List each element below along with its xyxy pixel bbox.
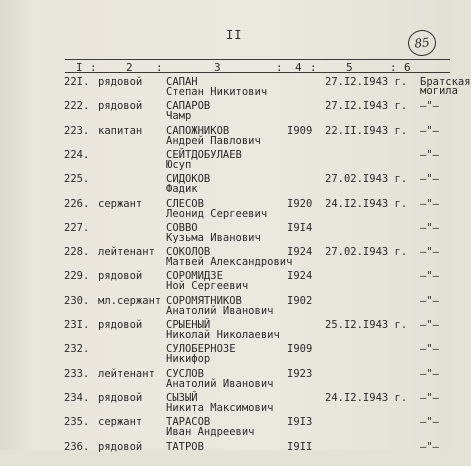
- row-given-names: Юсуп: [166, 158, 192, 171]
- row-birth-year: I920: [287, 197, 313, 210]
- header-sep: :: [390, 61, 397, 74]
- row-burial: –"–: [420, 319, 439, 331]
- row-death-date: 27.I2.I943 г.: [325, 76, 408, 88]
- row-burial: –"–: [420, 100, 439, 113]
- header-sep: :: [310, 61, 317, 74]
- row-burial: –"–: [420, 416, 439, 429]
- row-given-names: Николай Николаевич: [166, 329, 280, 341]
- table-row: [0, 126, 450, 150]
- row-given-names: Анатолий Иванович: [166, 304, 274, 317]
- row-surname: СУСЛОВ: [166, 367, 204, 380]
- row-number: 225.: [64, 173, 90, 186]
- header-col-6: 6: [404, 61, 411, 74]
- header-col-1: I: [76, 61, 83, 74]
- row-surname: СИДОКОВ: [166, 173, 211, 186]
- table-row: [0, 174, 450, 198]
- row-birth-year: I909: [287, 343, 313, 356]
- row-birth-year: I909: [287, 124, 313, 137]
- row-burial: –"–: [420, 197, 439, 210]
- table-row: [0, 320, 450, 344]
- row-surname: СОРОМИДЗЕ: [166, 270, 223, 283]
- row-rank: лейтенант: [98, 367, 155, 380]
- row-surname: СЫЗЫЙ: [166, 391, 198, 404]
- row-number: 232.: [64, 343, 90, 356]
- row-number: 233.: [64, 367, 90, 380]
- row-number: 227.: [64, 221, 90, 234]
- row-number: 228.: [64, 246, 90, 259]
- row-death-date: 24.I2.I943 г.: [325, 197, 408, 210]
- table-row: [0, 271, 450, 295]
- row-surname: СОВВО: [166, 221, 198, 234]
- row-rank: сержант: [98, 416, 143, 429]
- row-death-date: 24.I2.I943 г.: [325, 391, 408, 404]
- row-burial: –"–: [420, 173, 439, 186]
- row-given-names: Иван Андреевич: [166, 426, 255, 439]
- row-number: 223.: [64, 124, 90, 137]
- row-death-date: 27.02.I943 г.: [325, 173, 408, 186]
- row-number: 224.: [64, 148, 90, 161]
- header-col-2: 2: [126, 61, 133, 74]
- row-given-names: Ной Сергеевич: [166, 280, 249, 293]
- table-row: [0, 247, 450, 271]
- table-row: [0, 296, 450, 320]
- table-row: [0, 369, 450, 393]
- row-number: 230.: [64, 294, 90, 307]
- row-burial: –"–: [420, 367, 439, 380]
- row-surname: ТАТРОВ: [166, 440, 204, 453]
- row-surname: СУЛОБЕРНОЗЕ: [166, 343, 236, 356]
- row-surname: СРЫЕНЫЙ: [166, 319, 211, 331]
- row-burial: –"–: [420, 391, 439, 404]
- table-row: [0, 150, 450, 174]
- row-birth-year: I9I3: [287, 416, 313, 429]
- row-rank: рядовой: [98, 319, 143, 331]
- row-rank: рядовой: [98, 76, 143, 88]
- row-rank: рядовой: [98, 391, 143, 404]
- row-number: 235.: [64, 416, 90, 429]
- row-rank: рядовой: [98, 100, 143, 113]
- row-given-names: Степан Никитович: [166, 86, 268, 98]
- row-burial: –"–: [420, 270, 439, 283]
- row-given-names: Леонид Сергеевич: [166, 207, 268, 220]
- row-surname: СОРОМЯТНИКОВ: [166, 294, 242, 307]
- row-burial: –"–: [420, 294, 439, 307]
- row-given-names: Кузьма Иванович: [166, 231, 261, 244]
- row-number: 234.: [64, 391, 90, 404]
- row-number: 229.: [64, 270, 90, 283]
- row-rank: рядовой: [98, 440, 143, 453]
- row-rank: сержант: [98, 197, 143, 210]
- header-sep: :: [90, 61, 97, 74]
- row-surname: САПАН: [166, 76, 198, 88]
- row-rank: капитан: [98, 124, 143, 137]
- row-given-names: Никифор: [166, 353, 211, 366]
- row-birth-year: I924: [287, 270, 313, 283]
- row-burial: –"–: [420, 343, 439, 356]
- row-birth-year: I9I4: [287, 221, 313, 234]
- row-number: 23I.: [64, 319, 90, 331]
- row-rank: мл.сержант: [98, 294, 162, 307]
- table-row: [0, 442, 450, 466]
- row-surname: СЕЙТДОБУЛАЕВ: [166, 148, 242, 161]
- row-birth-year: I9II: [287, 440, 313, 453]
- row-surname: СОКОЛОВ: [166, 246, 211, 259]
- table-row: [0, 223, 450, 247]
- row-burial: –"–: [420, 148, 439, 161]
- row-burial-line2: могила: [420, 85, 458, 97]
- page-number-stamp: 85: [407, 29, 438, 58]
- table-row: [0, 393, 450, 417]
- row-number: 222.: [64, 100, 90, 113]
- row-surname: САПОЖНИКОВ: [166, 124, 230, 137]
- row-birth-year: I902: [287, 294, 313, 307]
- row-rank: рядовой: [98, 270, 143, 283]
- row-given-names: Фадик: [166, 183, 198, 196]
- row-burial: –"–: [420, 124, 439, 137]
- row-burial: –"–: [420, 246, 439, 259]
- row-burial: –"–: [420, 440, 439, 453]
- header-col-5: 5: [346, 61, 353, 74]
- table-row: [0, 344, 450, 368]
- table-row: [0, 101, 450, 125]
- row-burial: –"–: [420, 221, 439, 234]
- header-sep: :: [276, 61, 283, 74]
- header-col-3: 3: [214, 61, 221, 74]
- row-birth-year: I924: [287, 246, 313, 259]
- row-number: 22I.: [64, 76, 90, 88]
- row-burial: Братская: [420, 76, 471, 88]
- header-col-4: 4: [295, 61, 302, 74]
- table-row: [0, 199, 450, 223]
- table-row: [0, 76, 471, 101]
- row-rank: лейтенант: [98, 246, 155, 259]
- header-sep: :: [156, 61, 163, 74]
- row-surname: СЛЕСОВ: [166, 197, 204, 210]
- row-given-names: Матвей Александрович: [166, 256, 293, 269]
- row-given-names: Никита Максимович: [166, 401, 274, 414]
- table-row: [0, 417, 450, 441]
- row-death-date: 27.I2.I943 г.: [325, 100, 408, 113]
- row-given-names: Чамр: [166, 110, 192, 123]
- row-surname: ТАРАСОВ: [166, 416, 211, 429]
- row-death-date: 27.02.I943 г.: [325, 246, 408, 259]
- row-number: 236.: [64, 440, 90, 453]
- row-given-names: Анатолий Иванович: [166, 377, 274, 390]
- row-death-date: 22.II.I943 г.: [325, 124, 408, 137]
- row-given-names: Андрей Павлович: [166, 134, 261, 147]
- row-birth-year: I923: [287, 367, 313, 380]
- header-rule-bottom: [65, 72, 450, 73]
- sheet-roman-numeral: II: [226, 28, 243, 42]
- row-surname: САПАРОВ: [166, 100, 211, 113]
- header-rule-top: [65, 59, 450, 60]
- row-death-date: 25.I2.I943 г.: [325, 319, 408, 331]
- row-number: 226.: [64, 197, 90, 210]
